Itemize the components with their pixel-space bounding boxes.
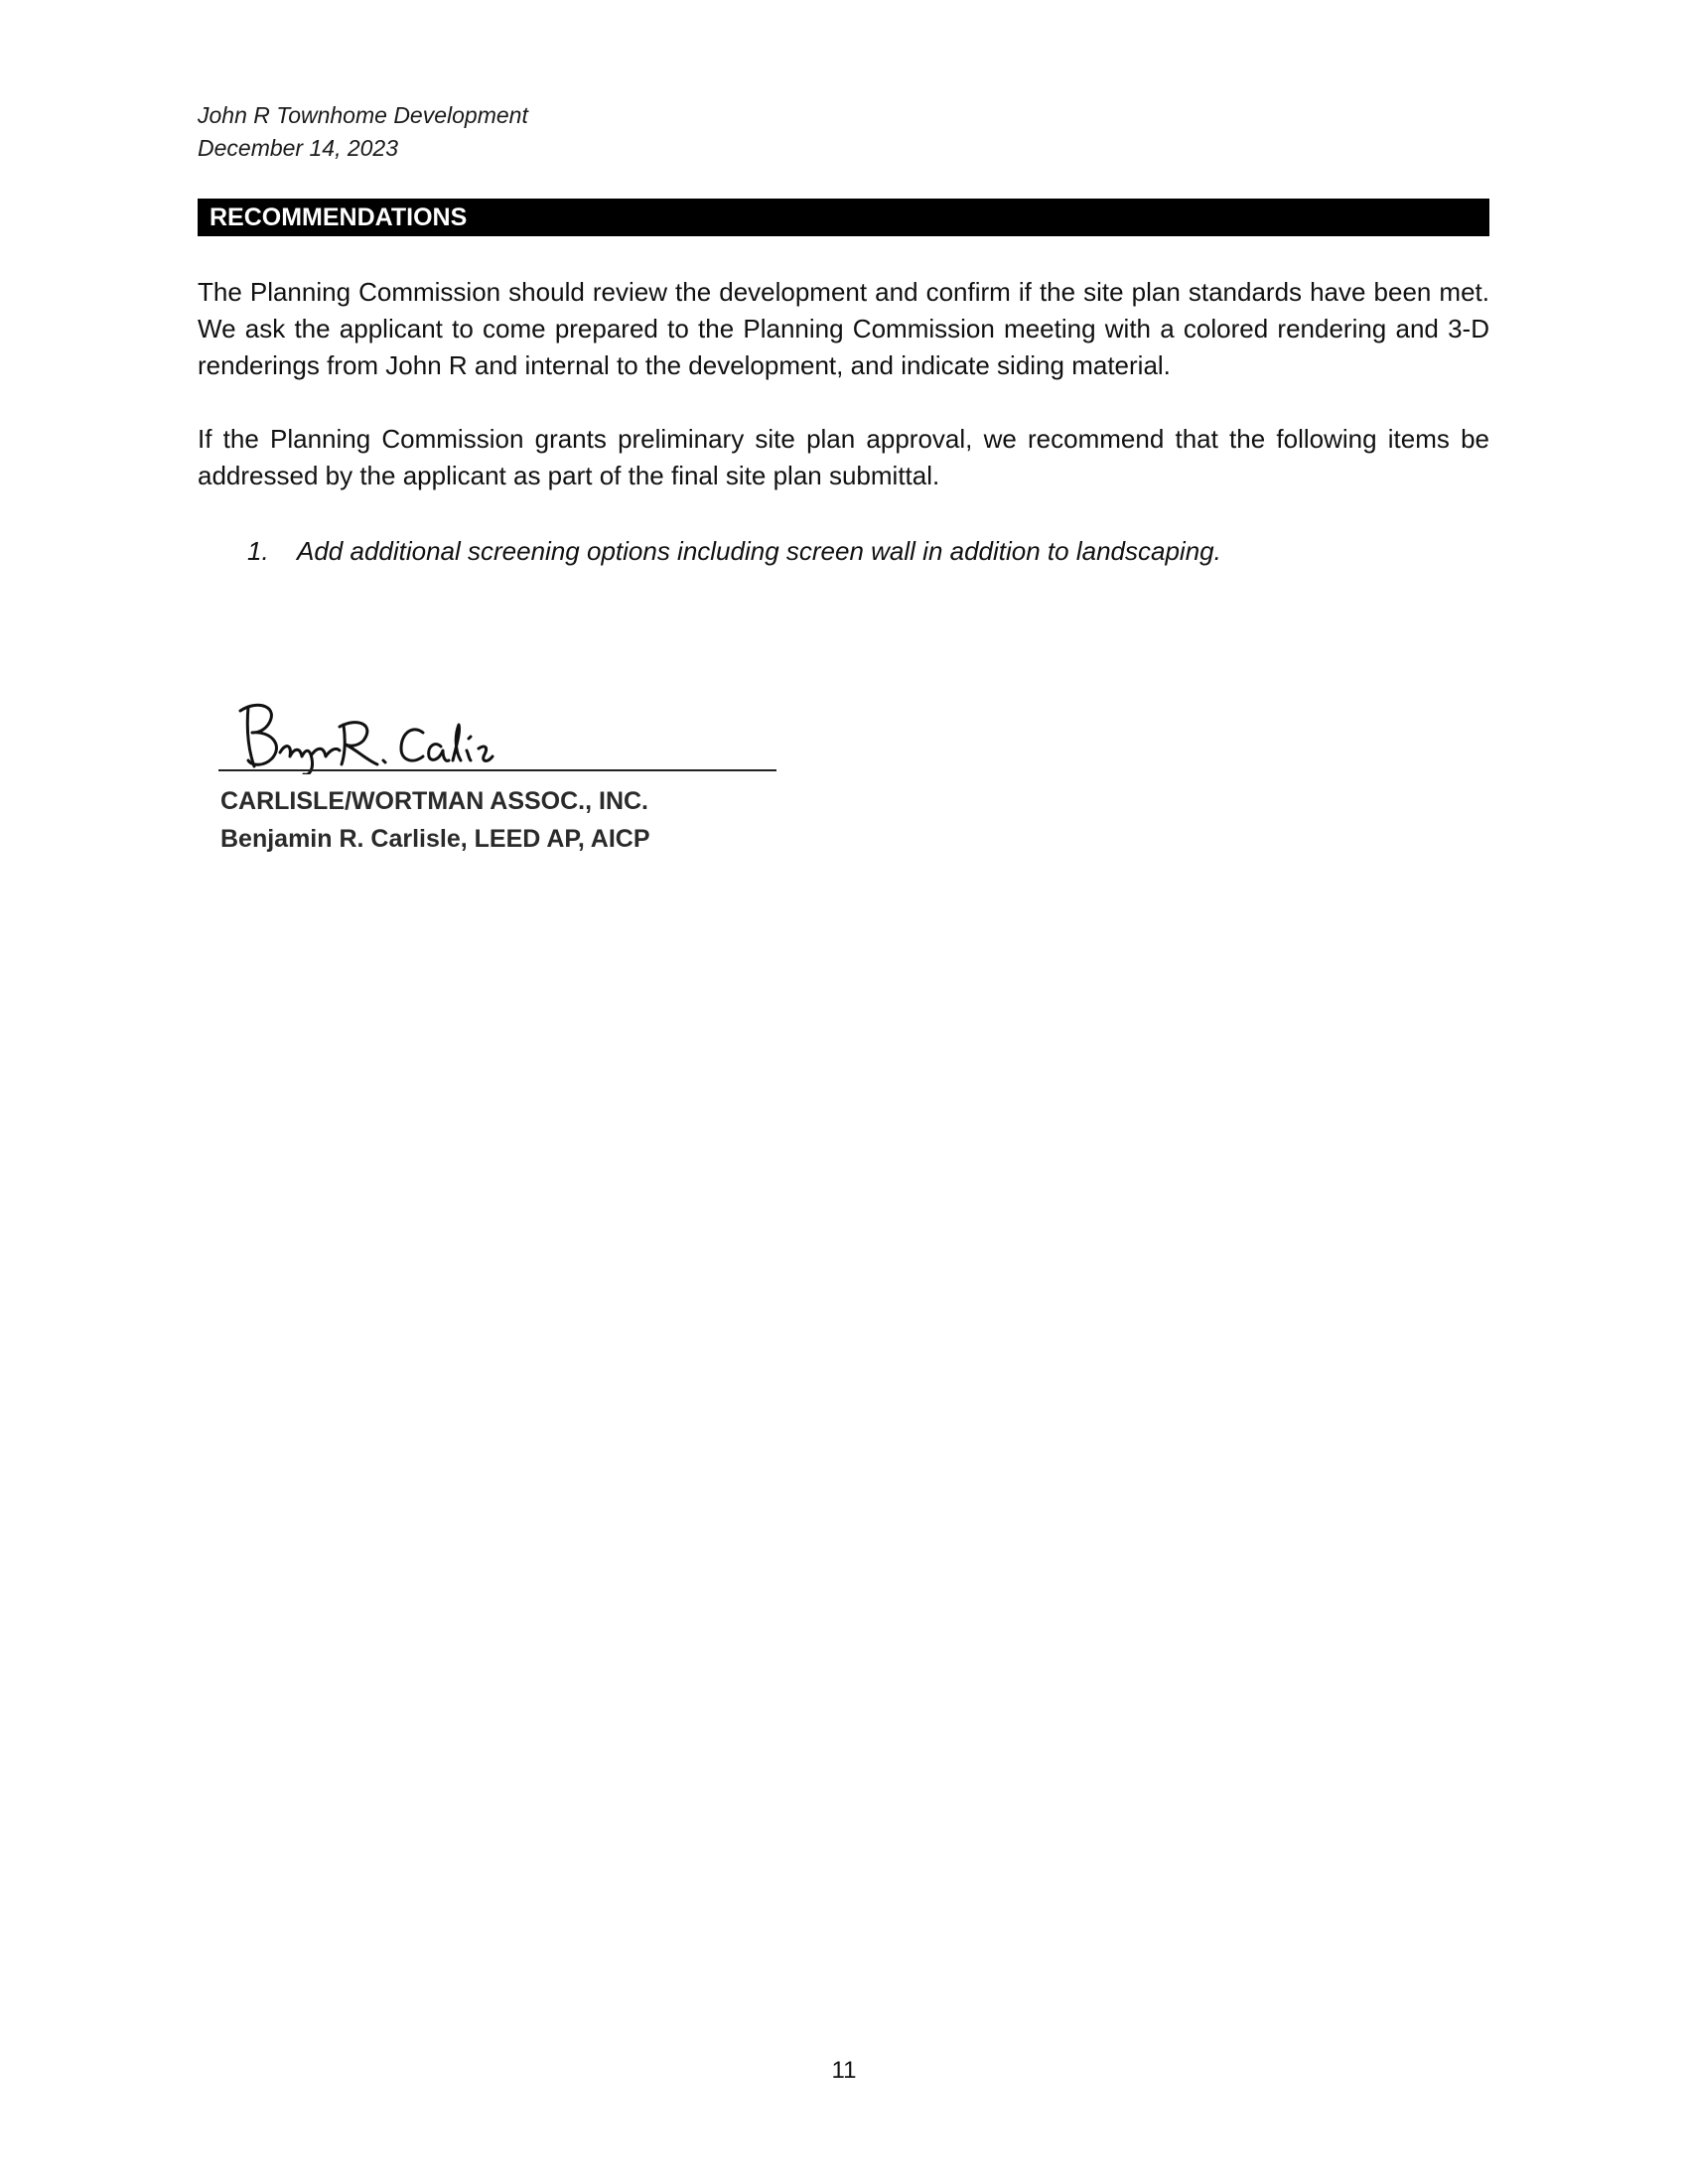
signature-block [220, 782, 650, 858]
project-title: John R Townhome Development [198, 102, 528, 128]
firm-name: CARLISLE/WORTMAN ASSOC., INC. [220, 787, 649, 815]
page-number: 11 [831, 2057, 857, 2084]
handwritten-signature [218, 695, 774, 774]
signer-name: Benjamin R. Carlisle, LEED AP, AICP [220, 825, 650, 853]
signature-line [218, 769, 776, 771]
document-date: December 14, 2023 [198, 135, 399, 161]
recommendation-list [247, 533, 1488, 570]
paragraph-approval: If the Planning Commission grants preliminary site plan approval, we recommend that the following items be addressed by the applicant as part of the final site plan submittal. [198, 424, 1489, 490]
list-item [247, 533, 1488, 570]
document-header [198, 99, 528, 165]
section-heading: RECOMMENDATIONS [198, 199, 1489, 236]
list-item-text: Add additional screening options including screen wall in addition to landscaping. [297, 536, 1221, 566]
list-item-number: 1. [247, 536, 269, 566]
paragraph-review: The Planning Commission should review the development and confirm if the site plan standards have been met. We ask the applicant to come prepared to the Planning Commission meeting with a colored rendering and 3-D renderings from John R and internal to the development, and indicate siding material. [198, 277, 1489, 380]
